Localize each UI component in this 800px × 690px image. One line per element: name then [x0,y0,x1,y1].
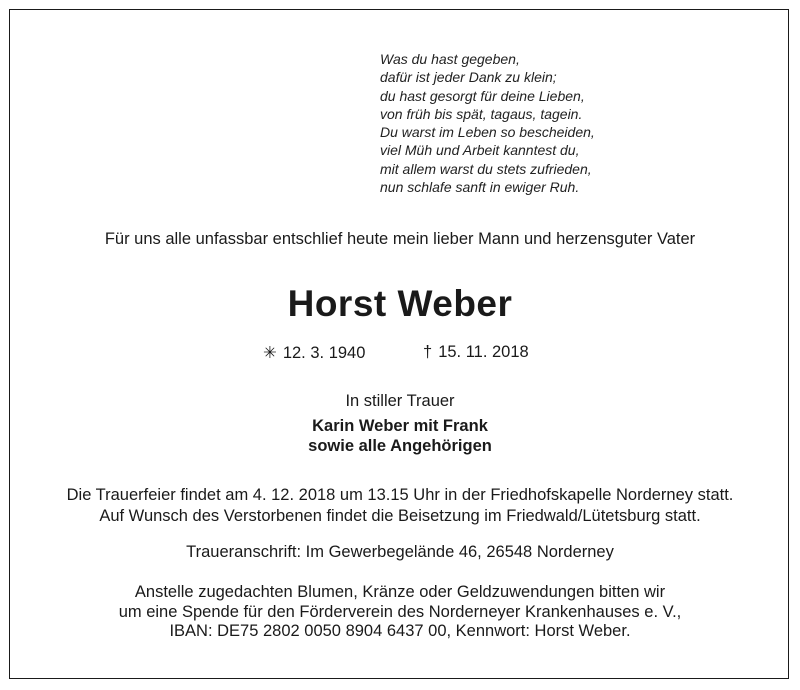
ceremony-line: Die Trauerfeier findet am 4. 12. 2018 um 13.15 Uhr in der Friedhofskapelle Norderney statt. [66,486,734,504]
ceremony-info [0,485,800,527]
poem-line: mit allem warst du stets zufrieden, [380,160,592,177]
mourners [0,416,800,456]
death-cross-icon: † [423,343,433,361]
memorial-poem [380,50,595,196]
poem-line: nun schlafe sanft in ewiger Ruh. [380,179,580,196]
mourner-line: Karin Weber mit Frank [312,417,488,435]
mourning-label: In stiller Trauer [345,392,455,410]
mourner-line: sowie alle Angehörigen [308,437,492,455]
donation-info [0,583,800,642]
birth-date-value: 12. 3. 1940 [282,344,366,362]
donation-line: Anstelle zugedachten Blumen, Kränze oder Geldzuwendungen bitten wir [134,583,666,601]
poem-line: du hast gesorgt für deine Lieben, [380,87,585,104]
donation-line: um eine Spende für den Förderverein des Norderneyer Krankenhauses e. V., [118,602,682,621]
poem-line: dafür ist jeder Dank zu klein; [380,69,557,86]
poem-line: Du warst im Leben so bescheiden, [380,124,595,141]
death-date [423,343,529,362]
deceased-name: Horst Weber [287,283,513,324]
poem-line: von früh bis spät, tagaus, tagein. [380,105,583,122]
poem-line: Was du hast gegeben, [380,51,520,67]
ceremony-line: Auf Wunsch des Verstorbenen findet die Beisetzung im Friedwald/Lütetsburg statt. [99,507,701,525]
donation-line: IBAN: DE75 2802 0050 8904 6437 00, Kennwort: Horst Weber. [169,622,631,640]
poem-line: viel Müh und Arbeit kanntest du, [380,142,580,159]
death-date-value: 15. 11. 2018 [438,343,529,361]
condolence-address: Traueranschrift: Im Gewerbegelände 46, 26548 Norderney [186,543,614,561]
birth-star-icon: ✳ [263,344,277,362]
birth-date [263,343,365,363]
intro-text: Für uns alle unfassbar entschlief heute mein lieber Mann und herzensguter Vater [104,230,696,248]
